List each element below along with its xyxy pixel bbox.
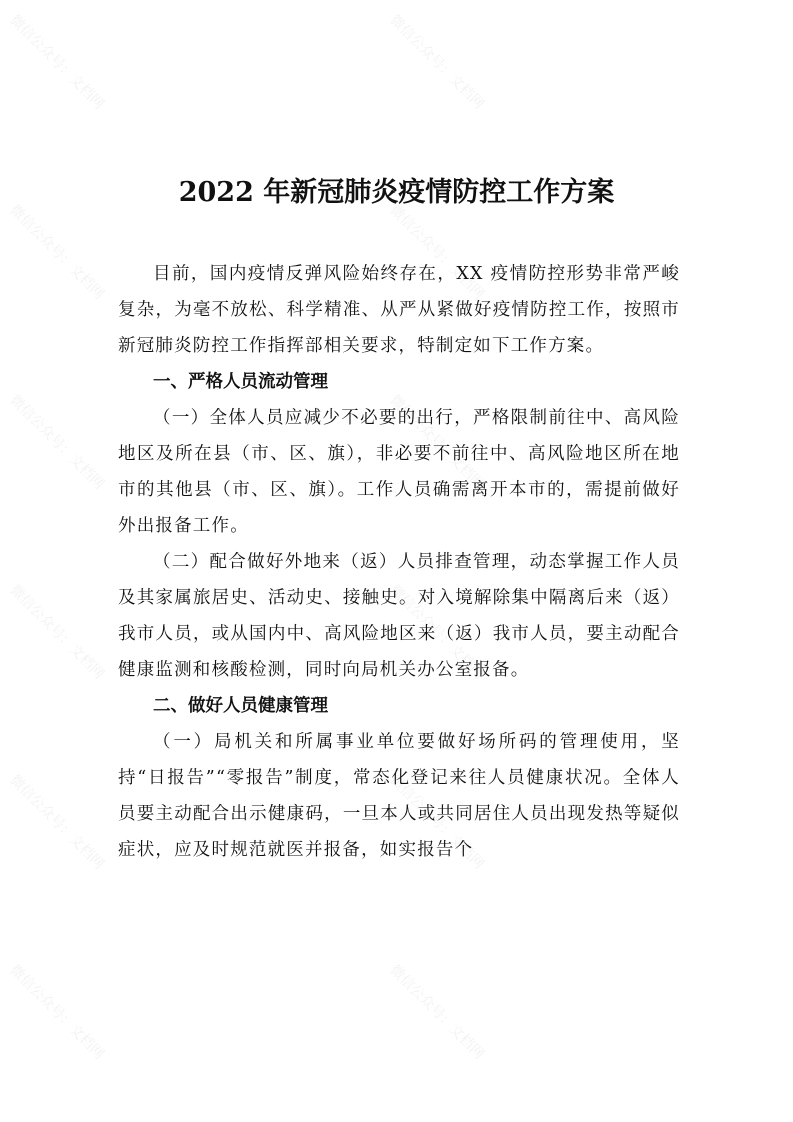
paragraph-1-1: （一）全体人员应减少不必要的出行，严格限制前往中、高风险地区及所在县（市、区、旗），非必要不前往中、高风险地区所在地市的其他县（市、区、旗）。工作人员确需离开本市的，需提前做好外出报备工作。 bbox=[118, 408, 680, 536]
paragraph-2-1: （一）局机关和所属事业单位要做好场所码的管理使用，坚持“日报告”“零报告”制度，常态化登记来往人员健康状况。全体人员要主动配合出示健康码，一旦本人或共同居住人员出现发热等疑似症状，应及时规范就医并报备，如实报告个 bbox=[118, 732, 680, 860]
document-body bbox=[118, 256, 680, 868]
watermark-text: 微信公众号：文档网 bbox=[386, 582, 487, 683]
watermark-text: 微信公众号：文档网 bbox=[386, 962, 487, 1063]
paragraph-intro: 目前，国内疫情反弹风险始终存在，XX 疫情防控形势非常严峻复杂，为毫不放松、科学精准、从严从紧做好疫情防控工作，按照市新冠肺炎防控工作指挥部相关要求，特制定如下工作方案。 bbox=[118, 264, 680, 356]
watermark-text: 微信公众号：文档网 bbox=[6, 772, 107, 873]
watermark-text: 微信公众号：文档网 bbox=[386, 202, 487, 303]
watermark-text: 微信公众号：文档网 bbox=[6, 962, 107, 1063]
section-heading-1: 一、严格人员流动管理 bbox=[153, 372, 328, 392]
document-title: 2022 年新冠肺炎疫情防控工作方案 bbox=[178, 177, 615, 208]
watermark-text: 微信公众号：文档网 bbox=[386, 392, 487, 493]
watermark-text: 微信公众号：文档网 bbox=[386, 12, 487, 113]
watermark-text: 微信公众号：文档网 bbox=[6, 12, 107, 113]
watermark-text: 微信公众号：文档网 bbox=[6, 582, 107, 683]
watermark-text: 微信公众号：文档网 bbox=[386, 772, 487, 873]
watermark-text: 微信公众号：文档网 bbox=[6, 202, 107, 303]
section-heading-2: 二、做好人员健康管理 bbox=[153, 696, 328, 716]
watermark-text: 微信公众号：文档网 bbox=[6, 392, 107, 493]
paragraph-1-2: （二）配合做好外地来（返）人员排查管理，动态掌握工作人员及其家属旅居史、活动史、接触史。对入境解除集中隔离后来（返）我市人员，或从国内中、高风险地区来（返）我市人员，要主动配合健康监测和核酸检测，同时向局机关办公室报备。 bbox=[118, 552, 680, 680]
